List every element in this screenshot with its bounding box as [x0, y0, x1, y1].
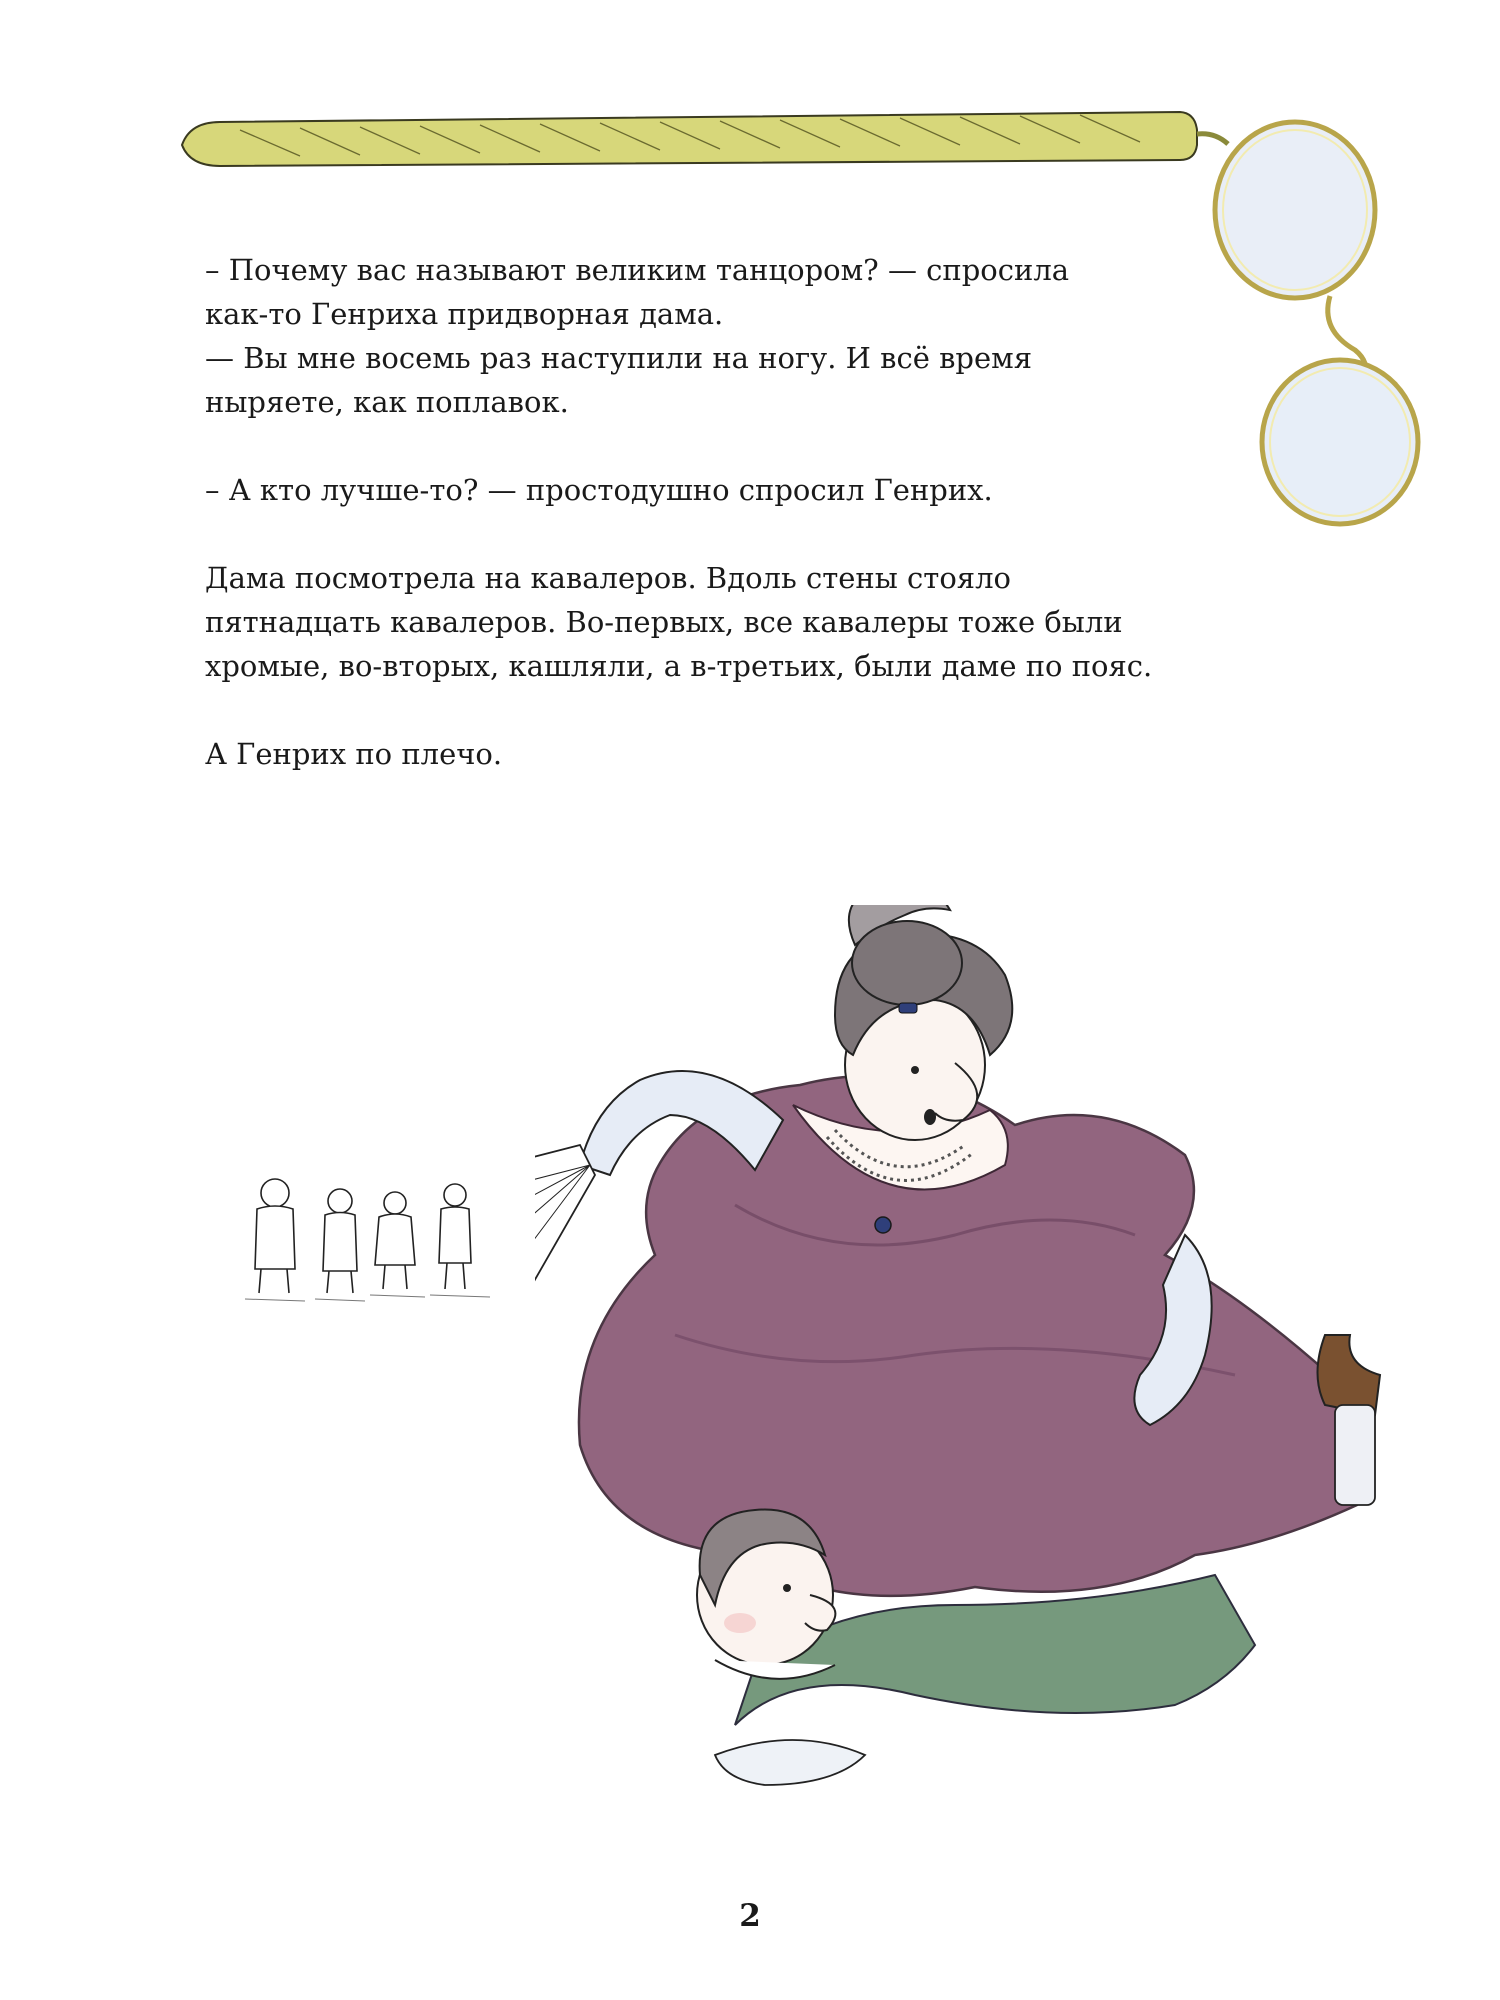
page-number: 2 [739, 1898, 761, 1934]
story-line: – А кто лучше-то? — простодушно спросил Генрих. [205, 473, 993, 507]
story-line: хромые, во-вторых, кашляли, а в-третьих, были даме по пояс. [205, 649, 1153, 683]
story-line: как-то Генриха придворная дама. [205, 297, 724, 331]
story-line: — Вы мне восемь раз наступили на ногу. И всё время [205, 341, 1033, 375]
story-line: Дама посмотрела на кавалеров. Вдоль стены стояло [205, 561, 1011, 595]
story-paragraph [205, 468, 1205, 512]
story-paragraph [205, 248, 1205, 424]
story-line: А Генрих по плечо. [205, 737, 503, 771]
story-paragraph [205, 732, 1205, 776]
cavaliers-illustration [235, 1165, 505, 1315]
story-line: – Почему вас называют великим танцором? — спросила [205, 253, 1070, 287]
story-line: ныряете, как поплавок. [205, 385, 569, 419]
story-text [205, 248, 1205, 776]
story-paragraph [205, 556, 1205, 688]
story-line: пятнадцать кавалеров. Во-первых, все кавалеры тоже были [205, 605, 1123, 639]
lady-and-henry-illustration [535, 905, 1415, 1845]
